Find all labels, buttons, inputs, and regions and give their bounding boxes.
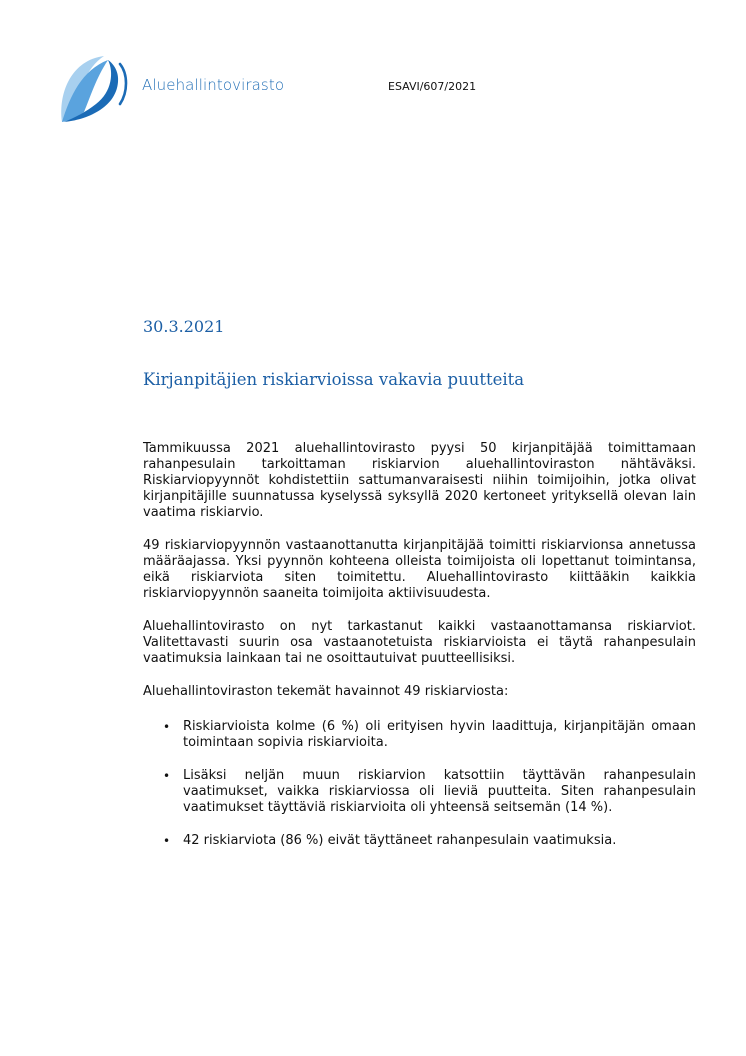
list-item-text: Lisäksi neljän muun riskiarvion katsottiin täyttävän rahanpesulain vaatimukset, vaikka riskiarviossa oli lieviä puutteita. Siten rahanpesulain vaatimukset täyttäviä riskiarvioita oli yhteensä seitsemän (14 %). <box>183 768 696 815</box>
list-item <box>163 833 696 849</box>
bullet-icon: • <box>163 720 171 734</box>
findings-list <box>143 719 696 849</box>
paragraph: Aluehallintoviraston tekemät havainnot 49 riskiarviosta: <box>143 684 509 699</box>
paragraph: Tammikuussa 2021 aluehallintovirasto pyysi 50 kirjanpitäjää toimittamaan rahanpesulain tarkoittaman riskiarvion aluehallintoviraston nähtäväksi. Riskiarviopyynnöt kohdistettiin sattumanvaraisesti niihin toimijoihin, jotka olivat kirjanpitäjille suunnatussa kyselyssä syksyllä 2020 kertoneet yrityksellä olevan lain vaatima riskiarvio. <box>143 441 696 520</box>
list-item-text: Riskiarvioista kolme (6 %) oli erityisen hyvin laadittuja, kirjanpitäjän omaan toimintaan sopivia riskiarvioita. <box>183 719 696 750</box>
page-title: Kirjanpitäjien riskiarvioissa vakavia puutteita <box>143 370 525 389</box>
paragraph: Aluehallintovirasto on nyt tarkastanut kaikki vastaanottamansa riskiarviot. Valitettavasti suurin osa vastaanotetuista riskiarvioista ei täytä rahanpesulain vaatimuksia lainkaan tai ne osoittautuivat puutteellisiksi. <box>143 619 696 666</box>
document-body <box>143 441 696 866</box>
document-reference: ESAVI/607/2021 <box>388 80 477 93</box>
document-date: 30.3.2021 <box>143 317 225 336</box>
organization-name: Aluehallintovirasto <box>142 76 285 94</box>
list-item <box>163 719 696 751</box>
bullet-icon: • <box>163 834 171 848</box>
list-item-text: 42 riskiarviota (86 %) eivät täyttäneet rahanpesulain vaatimuksia. <box>183 833 617 848</box>
avi-logo-icon <box>56 52 132 124</box>
list-item <box>163 768 696 816</box>
bullet-icon: • <box>163 769 171 783</box>
paragraph: 49 riskiarviopyynnön vastaanottanutta kirjanpitäjää toimitti riskiarvionsa annetussa määräajassa. Yksi pyynnön kohteena olleista toimijoista oli lopettanut toimintansa, eikä riskiarviota siten toimitettu. Aluehallintovirasto kiittääkin kaikkia riskiarviopyynnön saaneita toimijoita aktiivisuudesta. <box>143 538 696 601</box>
